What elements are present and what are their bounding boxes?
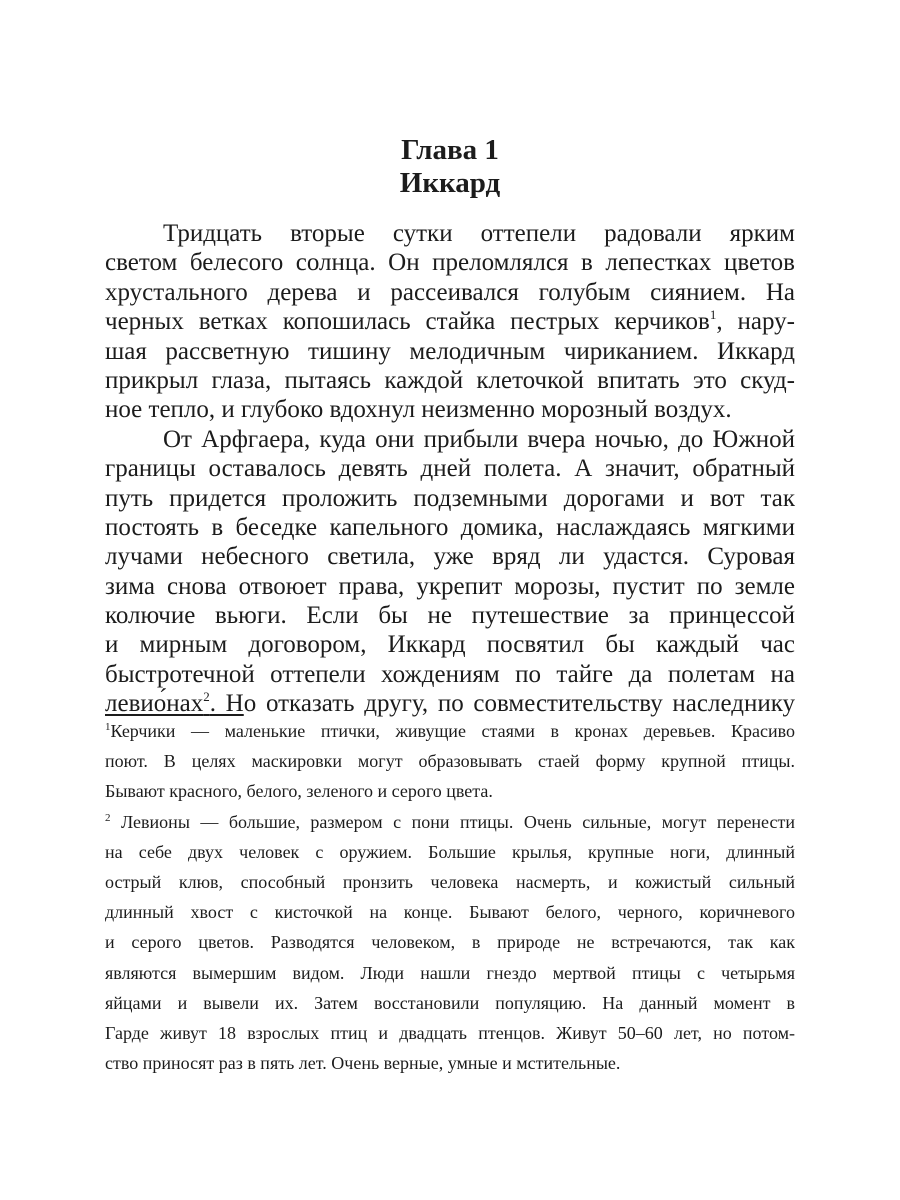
text-line: От Арфгаера, куда они прибыли вчера ночью, до Южной (163, 425, 795, 453)
text-line: и мирным договором, Иккард посвятил бы каждый час (105, 631, 795, 659)
text-line: колючие вьюги. Если бы не путешествие за принцессой (105, 602, 795, 630)
footnote-line: острый клюв, способный пронзить человека насмерть, и кожистый сильный (105, 871, 795, 892)
text-line: лучами небесного светила, уже вряд ли удастся. Суровая (105, 543, 795, 571)
text-line: Тридцать вторые сутки оттепели радовали ярким (163, 220, 795, 247)
footnote-line: являются вымершим видом. Люди нашли гнездо мертвой птицы с четырьмя (105, 962, 795, 983)
text-line: границы оставалось девять дней полета. А значит, обратный (105, 455, 795, 483)
text-fragment: левио́нах (105, 690, 204, 718)
text-line: светом белесого солнца. Он преломлялся в лепестках цветов (105, 249, 795, 277)
footnote-line: ство приносят раз в пять лет. Очень верные, умные и мстительные. (105, 1053, 621, 1074)
text-fragment: черных ветках копошилась стайка пестрых керчиков (105, 308, 710, 336)
text-fragment: Левионы — большие, размером с пони птицы. Очень сильные, могут перенести (110, 811, 795, 832)
chapter-number: Глава 1 (401, 134, 499, 166)
text-line: шая рассветную тишину мелодичным чириканием. Иккард (105, 337, 795, 365)
text-line (105, 689, 795, 718)
chapter-title: Иккард (399, 167, 501, 199)
text-fragment: Керчики — маленькие птички, живущие стаями в кронах деревьев. Красиво (110, 721, 795, 741)
footnote-line (105, 716, 795, 746)
text-fragment: , нару- (716, 308, 795, 336)
text-line (105, 307, 795, 336)
text-line: ное тепло, и глубоко вдохнул неизменно морозный воздух. (105, 396, 732, 424)
paragraph-2 (105, 425, 795, 719)
footnote-ref-2: 2 (203, 689, 210, 705)
text-fragment: о отказать другу, по совместительству наследнику (243, 690, 795, 718)
footnote-line: и серого цветов. Разводятся человеком, в природе не встречаются, так как (105, 932, 795, 953)
text-line: зима снова отвоюет права, укрепит морозы, пустит по земле (105, 572, 795, 600)
footnote-line: Бывают красного, белого, зеленого и серого цвета. (105, 781, 493, 802)
footnote-marker-1: 1 (105, 721, 111, 733)
footnote-line (105, 807, 795, 837)
footnote-1 (105, 716, 795, 807)
text-line: хрустального дерева и рассеивался голубым сиянием. На (105, 278, 795, 306)
footnote-line: яйцами и вывели их. Затем восстановили популяцию. На данный момент в (105, 992, 795, 1013)
footnote-line: длинный хвост с кисточкой на конце. Бывают белого, черного, коричневого (105, 902, 795, 923)
footnote-ref-1[interactable]: 1 (709, 307, 717, 323)
paragraph-1 (105, 219, 795, 425)
text-line: путь придется проложить подземными дорогами и вот так (105, 484, 795, 512)
text-line: быстротечной оттепели хождениям по тайге да полетам на (105, 660, 795, 688)
footnote-link-levion[interactable] (105, 690, 244, 717)
footnote-marker-2: 2 (105, 811, 111, 824)
chapter-body (105, 219, 795, 719)
footnote-line: Гарде живут 18 взрослых птиц и двадцать птенцов. Живут 50–60 лет, но потом- (105, 1022, 795, 1043)
text-line: постоять в беседке капельного домика, наслаждаясь мягкими (105, 513, 795, 541)
footnote-line: поют. В целях маскировки могут образовывать стаей форму крупной птицы. (105, 751, 795, 772)
footnotes (105, 716, 795, 1078)
text-line: прикрыл глаза, пытаясь каждой клеточкой впитать это скуд- (105, 366, 795, 394)
footnote-2 (105, 807, 795, 1079)
text-fragment: . Н (209, 690, 244, 718)
footnote-line: на себе двух человек с оружием. Большие крылья, крупные ноги, длинный (105, 841, 795, 862)
